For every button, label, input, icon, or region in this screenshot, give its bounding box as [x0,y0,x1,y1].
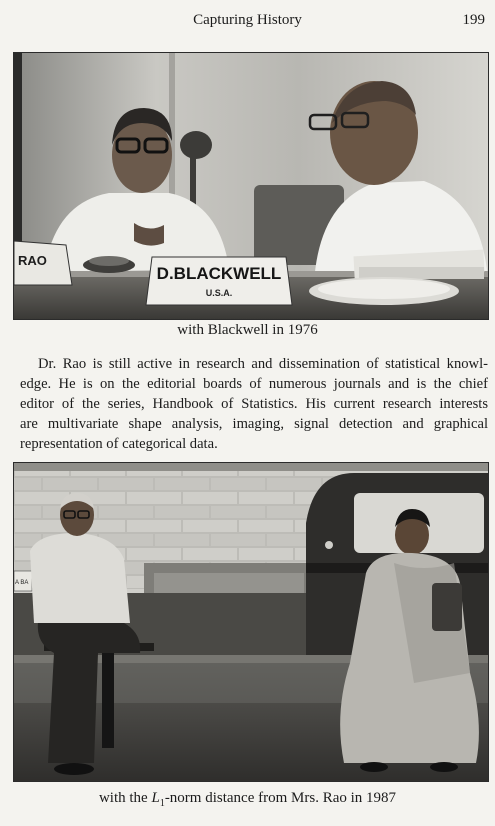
paragraph-line: are multivariate shape analysis, imaging, signal detection and graphical [20,416,488,432]
name-plate-sub-text: U.S.A. [205,288,233,298]
sign [14,571,32,591]
photo-rao-blackwell-image [14,53,488,319]
page-number: 199 [462,12,485,28]
running-head [0,12,495,30]
paragraph-line: editor of the series, Handbook of Statistics. His current research interests [20,396,488,412]
running-title: Capturing History [193,12,302,28]
svg-text:RAO: RAO [18,253,47,268]
paragraph-line: representation of categorical data. [20,436,218,452]
name-plate-blackwell [146,257,292,305]
body-paragraph [20,354,488,454]
svg-text:A BA: A BA [15,580,29,586]
photo-caption-2: with the $L_1$-norm distance from Mrs. Rao in 1987 [98,790,397,809]
photo-rao-mrs-rao [13,462,489,782]
photo-rao-mrs-rao-image [14,463,488,781]
name-plate-main-text: D.BLACKWELL [156,264,282,283]
name-plate-rao [14,241,72,285]
paragraph-line: edge. He is on the editorial boards of numerous journals and is the chief [20,376,488,392]
photo-caption-1: with Blackwell in 1976 [177,322,318,338]
photo-rao-blackwell [13,52,489,320]
paragraph-line: Dr. Rao is still active in research and dissemination of statistical knowl- [38,356,488,372]
